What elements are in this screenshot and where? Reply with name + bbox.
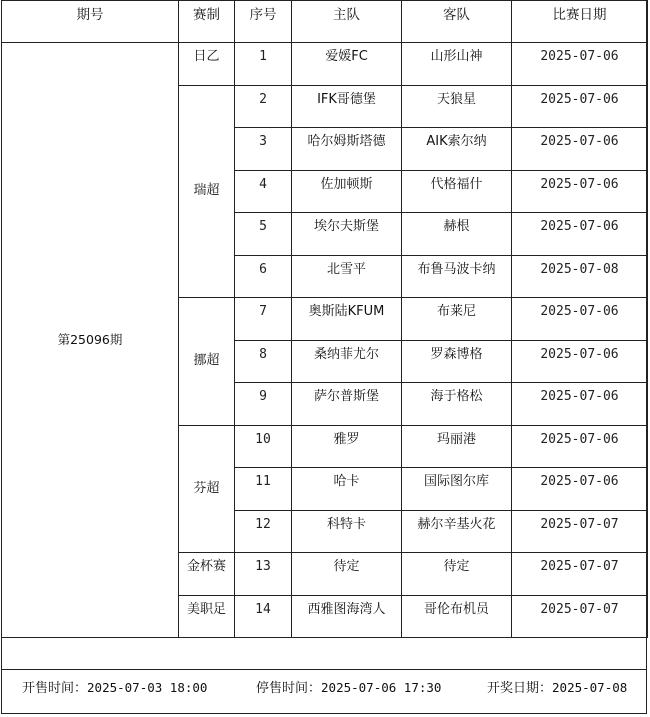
match-date: 2025-07-06 bbox=[512, 425, 648, 468]
match-date: 2025-07-06 bbox=[512, 298, 648, 341]
match-date: 2025-07-06 bbox=[512, 468, 648, 511]
away-team: 代格福什 bbox=[402, 170, 512, 213]
away-team: 玛丽港 bbox=[402, 425, 512, 468]
fixtures-table bbox=[1, 0, 648, 638]
table-header-row bbox=[2, 1, 648, 43]
league-cell-gold-cup: 金杯赛 bbox=[179, 553, 235, 596]
match-date: 2025-07-07 bbox=[512, 510, 648, 553]
home-team: 雅罗 bbox=[292, 425, 402, 468]
table-row bbox=[2, 43, 648, 86]
home-team: 萨尔普斯堡 bbox=[292, 383, 402, 426]
league-cell-mls: 美职足 bbox=[179, 595, 235, 638]
match-number: 9 bbox=[235, 383, 292, 426]
match-date: 2025-07-06 bbox=[512, 170, 648, 213]
home-team: 爱媛FC bbox=[292, 43, 402, 86]
home-team: 哈卡 bbox=[292, 468, 402, 511]
match-date: 2025-07-07 bbox=[512, 595, 648, 638]
sale-stop-value: 2025-07-06 17:30 bbox=[321, 680, 442, 695]
draw-date-value: 2025-07-08 bbox=[552, 680, 628, 695]
match-date: 2025-07-06 bbox=[512, 85, 648, 128]
sale-stop-label: 停售时间： bbox=[256, 681, 322, 696]
sale-start-value: 2025-07-03 18:00 bbox=[87, 680, 208, 695]
league-cell-j2: 日乙 bbox=[179, 43, 235, 86]
home-team: 佐加顿斯 bbox=[292, 170, 402, 213]
league-cell-eliteserien: 挪超 bbox=[179, 298, 235, 426]
home-team: IFK哥德堡 bbox=[292, 85, 402, 128]
match-date: 2025-07-06 bbox=[512, 383, 648, 426]
away-team: 哥伦布机员 bbox=[402, 595, 512, 638]
sale-info-footer bbox=[1, 670, 647, 700]
match-number: 14 bbox=[235, 595, 292, 638]
header-league: 赛制 bbox=[179, 1, 235, 43]
match-number: 7 bbox=[235, 298, 292, 341]
league-cell-allsvenskan: 瑞超 bbox=[179, 85, 235, 298]
blank-row bbox=[1, 640, 647, 670]
match-date: 2025-07-06 bbox=[512, 128, 648, 171]
home-team: 待定 bbox=[292, 553, 402, 596]
away-team: AIK索尔纳 bbox=[402, 128, 512, 171]
home-team: 埃尔夫斯堡 bbox=[292, 213, 402, 256]
match-date: 2025-07-08 bbox=[512, 255, 648, 298]
sale-start bbox=[22, 677, 207, 696]
match-number: 1 bbox=[235, 43, 292, 86]
match-number: 4 bbox=[235, 170, 292, 213]
match-number: 6 bbox=[235, 255, 292, 298]
away-team: 赫尔辛基火花 bbox=[402, 510, 512, 553]
home-team: 北雪平 bbox=[292, 255, 402, 298]
away-team: 山形山神 bbox=[402, 43, 512, 86]
away-team: 布莱尼 bbox=[402, 298, 512, 341]
match-number: 5 bbox=[235, 213, 292, 256]
match-number: 8 bbox=[235, 340, 292, 383]
away-team: 布鲁马波卡纳 bbox=[402, 255, 512, 298]
header-match-date: 比赛日期 bbox=[512, 1, 648, 43]
match-number: 10 bbox=[235, 425, 292, 468]
away-team: 国际图尔库 bbox=[402, 468, 512, 511]
match-number: 12 bbox=[235, 510, 292, 553]
away-team: 天狼星 bbox=[402, 85, 512, 128]
away-team: 海于格松 bbox=[402, 383, 512, 426]
match-number: 13 bbox=[235, 553, 292, 596]
away-team: 罗森博格 bbox=[402, 340, 512, 383]
home-team: 奥斯陆KFUM bbox=[292, 298, 402, 341]
header-number: 序号 bbox=[235, 1, 292, 43]
header-home-team: 主队 bbox=[292, 1, 402, 43]
league-cell-veikkausliiga: 芬超 bbox=[179, 425, 235, 553]
header-period: 期号 bbox=[2, 1, 179, 43]
match-date: 2025-07-06 bbox=[512, 340, 648, 383]
match-number: 3 bbox=[235, 128, 292, 171]
header-away-team: 客队 bbox=[402, 1, 512, 43]
home-team: 桑纳菲尤尔 bbox=[292, 340, 402, 383]
home-team: 哈尔姆斯塔德 bbox=[292, 128, 402, 171]
sale-start-label: 开售时间： bbox=[22, 681, 88, 696]
away-team: 赫根 bbox=[402, 213, 512, 256]
match-number: 11 bbox=[235, 468, 292, 511]
away-team: 待定 bbox=[402, 553, 512, 596]
home-team: 西雅图海湾人 bbox=[292, 595, 402, 638]
sale-stop bbox=[256, 677, 441, 696]
match-date: 2025-07-06 bbox=[512, 43, 648, 86]
home-team: 科特卡 bbox=[292, 510, 402, 553]
match-number: 2 bbox=[235, 85, 292, 128]
match-date: 2025-07-06 bbox=[512, 213, 648, 256]
draw-date bbox=[487, 677, 627, 696]
match-date: 2025-07-07 bbox=[512, 553, 648, 596]
draw-date-label: 开奖日期： bbox=[487, 681, 553, 696]
period-cell: 第25096期 bbox=[2, 43, 179, 638]
